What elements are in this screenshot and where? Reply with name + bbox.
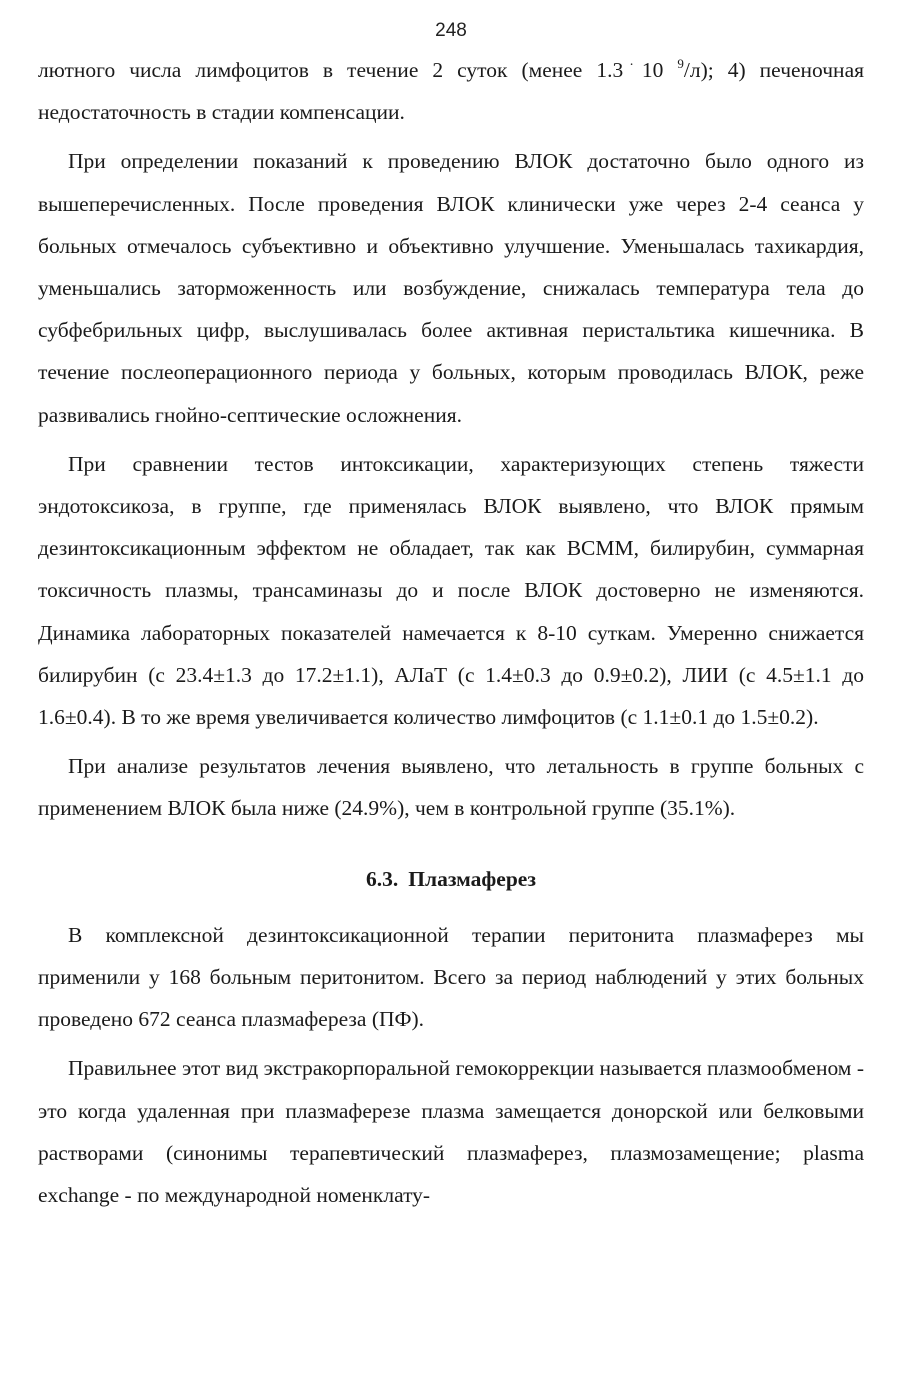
exponent: 9 — [677, 56, 684, 71]
paragraph-vlok-indications: При определении показаний к проведению ВЛОК достаточно было одного из вышеперечисленных. После проведения ВЛОК клинически уже через 2-4 сеанса у больных отмечалось субъективно и объективно улучшение. Уменьшалась тахикардия, уменьшались заторможенность или возбуждение, снижалась температура тела до субфебрильных цифр, выслушивалась более активная перистальтика кишечника. В течение послеоперационного периода у больных, которым проводилась ВЛОК, реже развивались гнойно-септические осложнения. — [38, 149, 864, 427]
paragraph-plasma-exchange: Правильнее этот вид экстракорпоральной гемокоррекции называется плазмообменом - это когда удаленная при плазмаферезе плазма замещается донорской или белковыми растворами (синонимы терапевтический плазмаферез, плазмозамещение; plasma exchange - по международной номенклату- — [38, 1056, 864, 1208]
section-number: 6.3. — [366, 866, 399, 891]
section-title: Плазмаферез — [408, 866, 536, 891]
page-number: 248 — [435, 20, 467, 41]
paragraph-text-before: лютного числа лимфоцитов в течение 2 суток (менее 1.3 — [38, 58, 624, 82]
document-page — [38, 0, 864, 1216]
section-heading — [38, 858, 864, 900]
paragraph-plasmapheresis-usage: В комплексной дезинтоксикационной терапии перитонита плазмаферез мы применили у 168 больным перитонитом. Всего за период наблюдений у этих больных проведено 672 сеанса плазмафереза (ПФ). — [38, 922, 864, 1032]
paragraph-intoxication-tests: При сравнении тестов интоксикации, характеризующих степень тяжести эндотоксикоза, в группе, где применялась ВЛОК выявлено, что ВЛОК прямым дезинтоксикационным эффектом не обладает, так как ВСММ, билирубин, суммарная токсичность плазмы, трансаминазы до и после ВЛОК достоверно не изменяются. Динамика лабораторных показателей намечается к 8-10 суткам. Умеренно снижается билирубин (с 23.4±1.3 до 17.2±1.1), АЛаТ (с 1.4±0.3 до 0.9±0.2), ЛИИ (с 4.5±1.1 до 1.6±0.4). В то же время увеличивается количество лимфоцитов (с 1.1±0.1 до 1.5±0.2). — [38, 451, 864, 730]
paragraph-mortality-results: При анализе результатов лечения выявлено, что летальность в группе больных с применением ВЛОК была ниже (24.9%), чем в контрольной группе (35.1%). — [38, 754, 864, 821]
paragraph-text-after: /л); 4) печеночная недостаточность в стадии компенсации. — [38, 58, 864, 125]
paragraph-text-mid: 10 — [641, 58, 664, 82]
paragraph-lymphocyte-criteria: лютного числа лимфоцитов в течение 2 суток (менее 1.3 · 10 $^9$/л); 4) печеночная недостаточность в стадии компенсации. — [38, 56, 864, 125]
